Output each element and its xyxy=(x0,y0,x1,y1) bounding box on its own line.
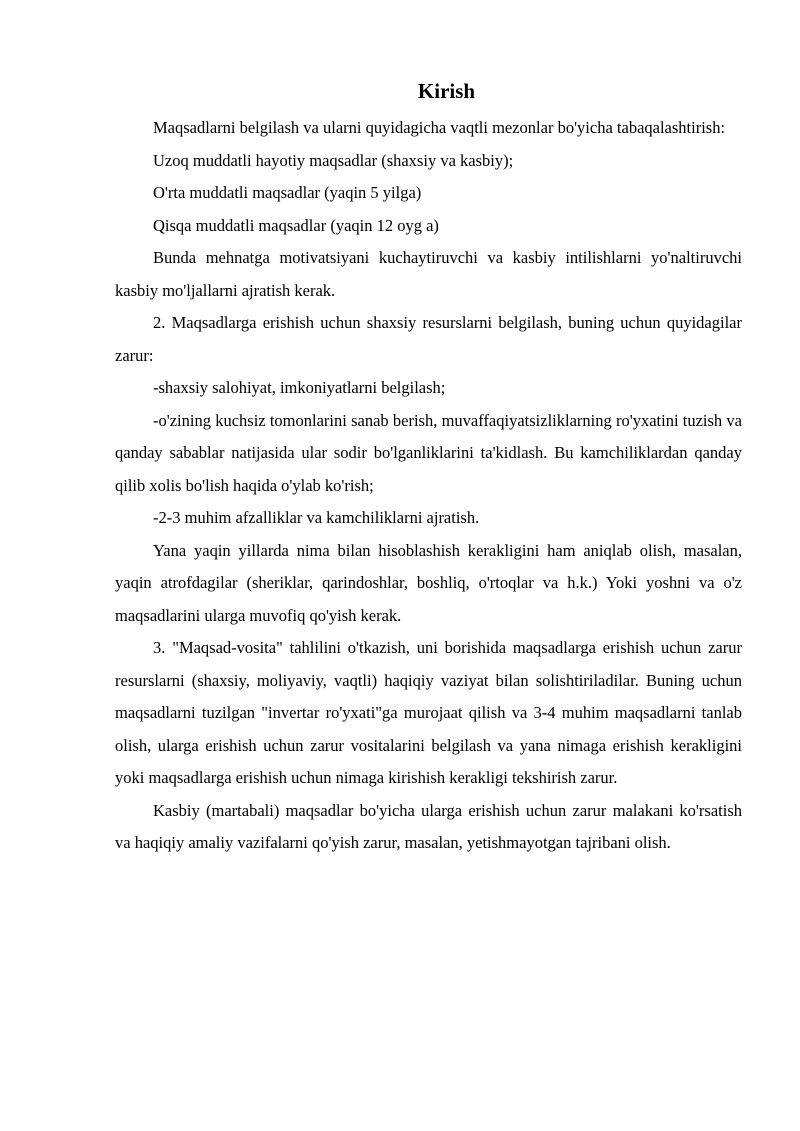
paragraph: Maqsadlarni belgilash va ularni quyidagicha vaqtli mezonlar bo'yicha tabaqalashtirish: xyxy=(153,118,726,137)
paragraph: 2. Maqsadlarga erishish uchun shaxsiy resurslarni belgilash, buning uchun quyidagilar zarur: xyxy=(115,313,742,365)
paragraph: Bunda mehnatga motivatsiyani kuchaytiruvchi va kasbiy intilishlarni yo'naltiruvchi kasbiy mo'ljallarni ajratish kerak. xyxy=(115,248,742,300)
paragraph: Yana yaqin yillarda nima bilan hisoblashish kerakligini ham aniqlab olish, masalan, yaqin atrofdagilar (sheriklar, qarindoshlar, boshliq, o'rtoqlar va h.k.) Yoki yoshni va o'z maqsadlarini ularga muvofiq qo'yish kerak. xyxy=(115,540,742,625)
paragraph: -2-3 muhim afzalliklar va kamchiliklarni ajratish. xyxy=(153,508,480,527)
page-title: Kirish xyxy=(417,79,476,103)
paragraph: -shaxsiy salohiyat, imkoniyatlarni belgilash; xyxy=(153,378,446,397)
paragraph: O'rta muddatli maqsadlar (yaqin 5 yilga) xyxy=(153,183,422,202)
paragraph: -o'zining kuchsiz tomonlarini sanab berish, muvaffaqiyatsizliklarning ro'yxatini tuzish va qanday sabablar natijasida ular sodir bo'lganliklarini ta'kidlash. Bu kamchiliklardan qanday qilib xolis bo'lish haqida o'ylab ko'rish; xyxy=(115,410,742,495)
paragraph: Kasbiy (martabali) maqsadlar bo'yicha ularga erishish uchun zarur malakani ko'rsatish va haqiqiy amaliy vazifalarni qo'yish zarur, masalan, yetishmayotgan tajribani olish. xyxy=(115,800,742,852)
paragraph: 3. "Maqsad-vosita" tahlilini o'tkazish, uni borishida maqsadlarga erishish uchun zarur resurslarni (shaxsiy, moliyaviy, vaqtli) haqiqiy vaziyat bilan solishtiriladilar. Buning uchun maqsadlarni tuzilgan "invertar ro'yxati"ga murojaat qilish va 3-4 muhim maqsadlarni tanlab olish, ularga erishish uchun zarur vositalarini belgilash va yana nimaga erishish kerakligini yoki maqsadlarga erishish uchun nimaga kirishish kerakligi tekshirish zarur. xyxy=(115,638,742,787)
paragraph: Uzoq muddatli hayotiy maqsadlar (shaxsiy va kasbiy); xyxy=(153,150,514,170)
paragraph: Qisqa muddatli maqsadlar (yaqin 12 oyg a) xyxy=(153,215,439,235)
